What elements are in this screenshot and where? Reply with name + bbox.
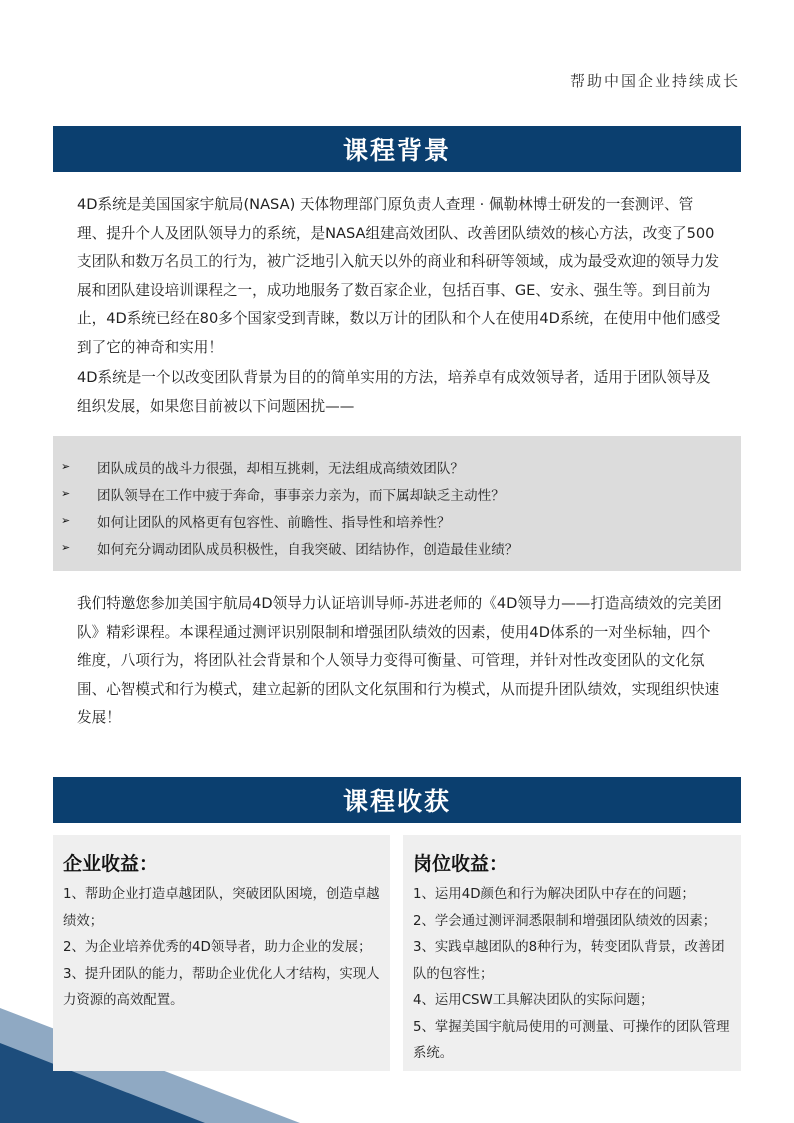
- problem-text: 团队成员的战斗力很强，却相互挑刺，无法组成高绩效团队？: [97, 460, 465, 477]
- problem-item: [53, 534, 741, 561]
- position-benefits-list: [413, 882, 731, 1068]
- arrow-bullet-icon: ➢: [61, 460, 71, 473]
- list-item: 2、学会通过测评洞悉限制和增强团队绩效的因素；: [413, 913, 717, 929]
- enterprise-benefits-list: [63, 882, 380, 1015]
- problem-text: 团队领导在工作中疲于奔命，事事亲力亲为，而下属却缺乏主动性？: [97, 487, 505, 504]
- arrow-bullet-icon: ➢: [61, 541, 71, 554]
- list-item: 2、为企业培养优秀的4D领导者，助力企业的发展；: [63, 940, 372, 955]
- problem-text: 如何充分调动团队成员积极性，自我突破、团结协作，创造最佳业绩？: [97, 541, 519, 558]
- section-title-background: 课程背景: [342, 136, 451, 165]
- list-item: 1、运用4D颜色和行为解决团队中存在的问题；: [413, 887, 695, 902]
- arrow-bullet-icon: ➢: [61, 514, 71, 527]
- page-tagline: 帮助中国企业持续成长: [569, 72, 740, 90]
- enterprise-benefits-box: [53, 835, 390, 1071]
- problem-item: [53, 480, 741, 507]
- position-benefits-box: [403, 835, 741, 1071]
- list-item: 1、帮助企业打造卓越团队，突破团队困境，创造卓越绩效；: [63, 887, 380, 929]
- list-item: 5、掌握美国宇航局使用的可测量、可操作的团队管理系统。: [413, 1019, 730, 1061]
- list-item: 3、提升团队的能力，帮助企业优化人才结构，实现人力资源的高效配置。: [63, 966, 380, 1008]
- enterprise-benefits-title: 企业收益：: [63, 853, 159, 875]
- list-item: 4、运用CSW工具解决团队的实际问题；: [413, 993, 654, 1008]
- problem-text: 如何让团队的风格更有包容性、前瞻性、指导性和培养性？: [97, 514, 451, 531]
- section-title-gains: 课程收获: [342, 787, 451, 816]
- list-item: 3、实践卓越团队的8种行为，转变团队背景，改善团队的包容性；: [413, 940, 725, 982]
- invitation-paragraph: 我们特邀您参加美国宇航局4D领导力认证培训导师-苏进老师的《4D领导力——打造高绩效的完美团队》精彩课程。本课程通过测评识别限制和增强团队绩效的因素，使用4D体系的一对坐标轴，四个维度，八项行为，将团队社会背景和个人领导力变得可衡量、可管理，并针对性改变团队的文化氛围、心智模式和行为模式，建立起新的团队文化氛围和行为模式，从而提升团队绩效，实现组织快速发展！: [77, 595, 722, 727]
- problem-item: [53, 453, 741, 480]
- section-banner-background: [53, 126, 741, 172]
- intro-paragraph-1: 4D系统是美国国家宇航局(NASA) 天体物理部门原负责人查理 · 佩勒林博士研发的一套测评、管理、提升个人及团队领导力的系统，是NASA组建高效团队、改善团队绩效的核心方法，改变了500支团队和数万名员工的行为，被广泛地引入航天以外的商业和科研等领域，成为最受欢迎的领导力发展和团队建设培训课程之一，成功地服务了数百家企业，包括百事、GE、安永、强生等。到目前为止，4D系统已经在80多个国家受到青睐，数以万计的团队和个人在使用4D系统，在使用中他们感受到了它的神奇和实用！: [77, 196, 721, 356]
- problem-list-panel: [53, 436, 741, 571]
- section-banner-gains: [53, 777, 741, 823]
- problem-item: [53, 507, 741, 534]
- arrow-bullet-icon: ➢: [61, 487, 71, 500]
- intro-paragraph-2: 4D系统是一个以改变团队背景为目的的简单实用的方法，培养卓有成效领导者，适用于团队领导及组织发展，如果您目前被以下问题困扰——: [77, 369, 711, 415]
- position-benefits-title: 岗位收益：: [413, 853, 509, 875]
